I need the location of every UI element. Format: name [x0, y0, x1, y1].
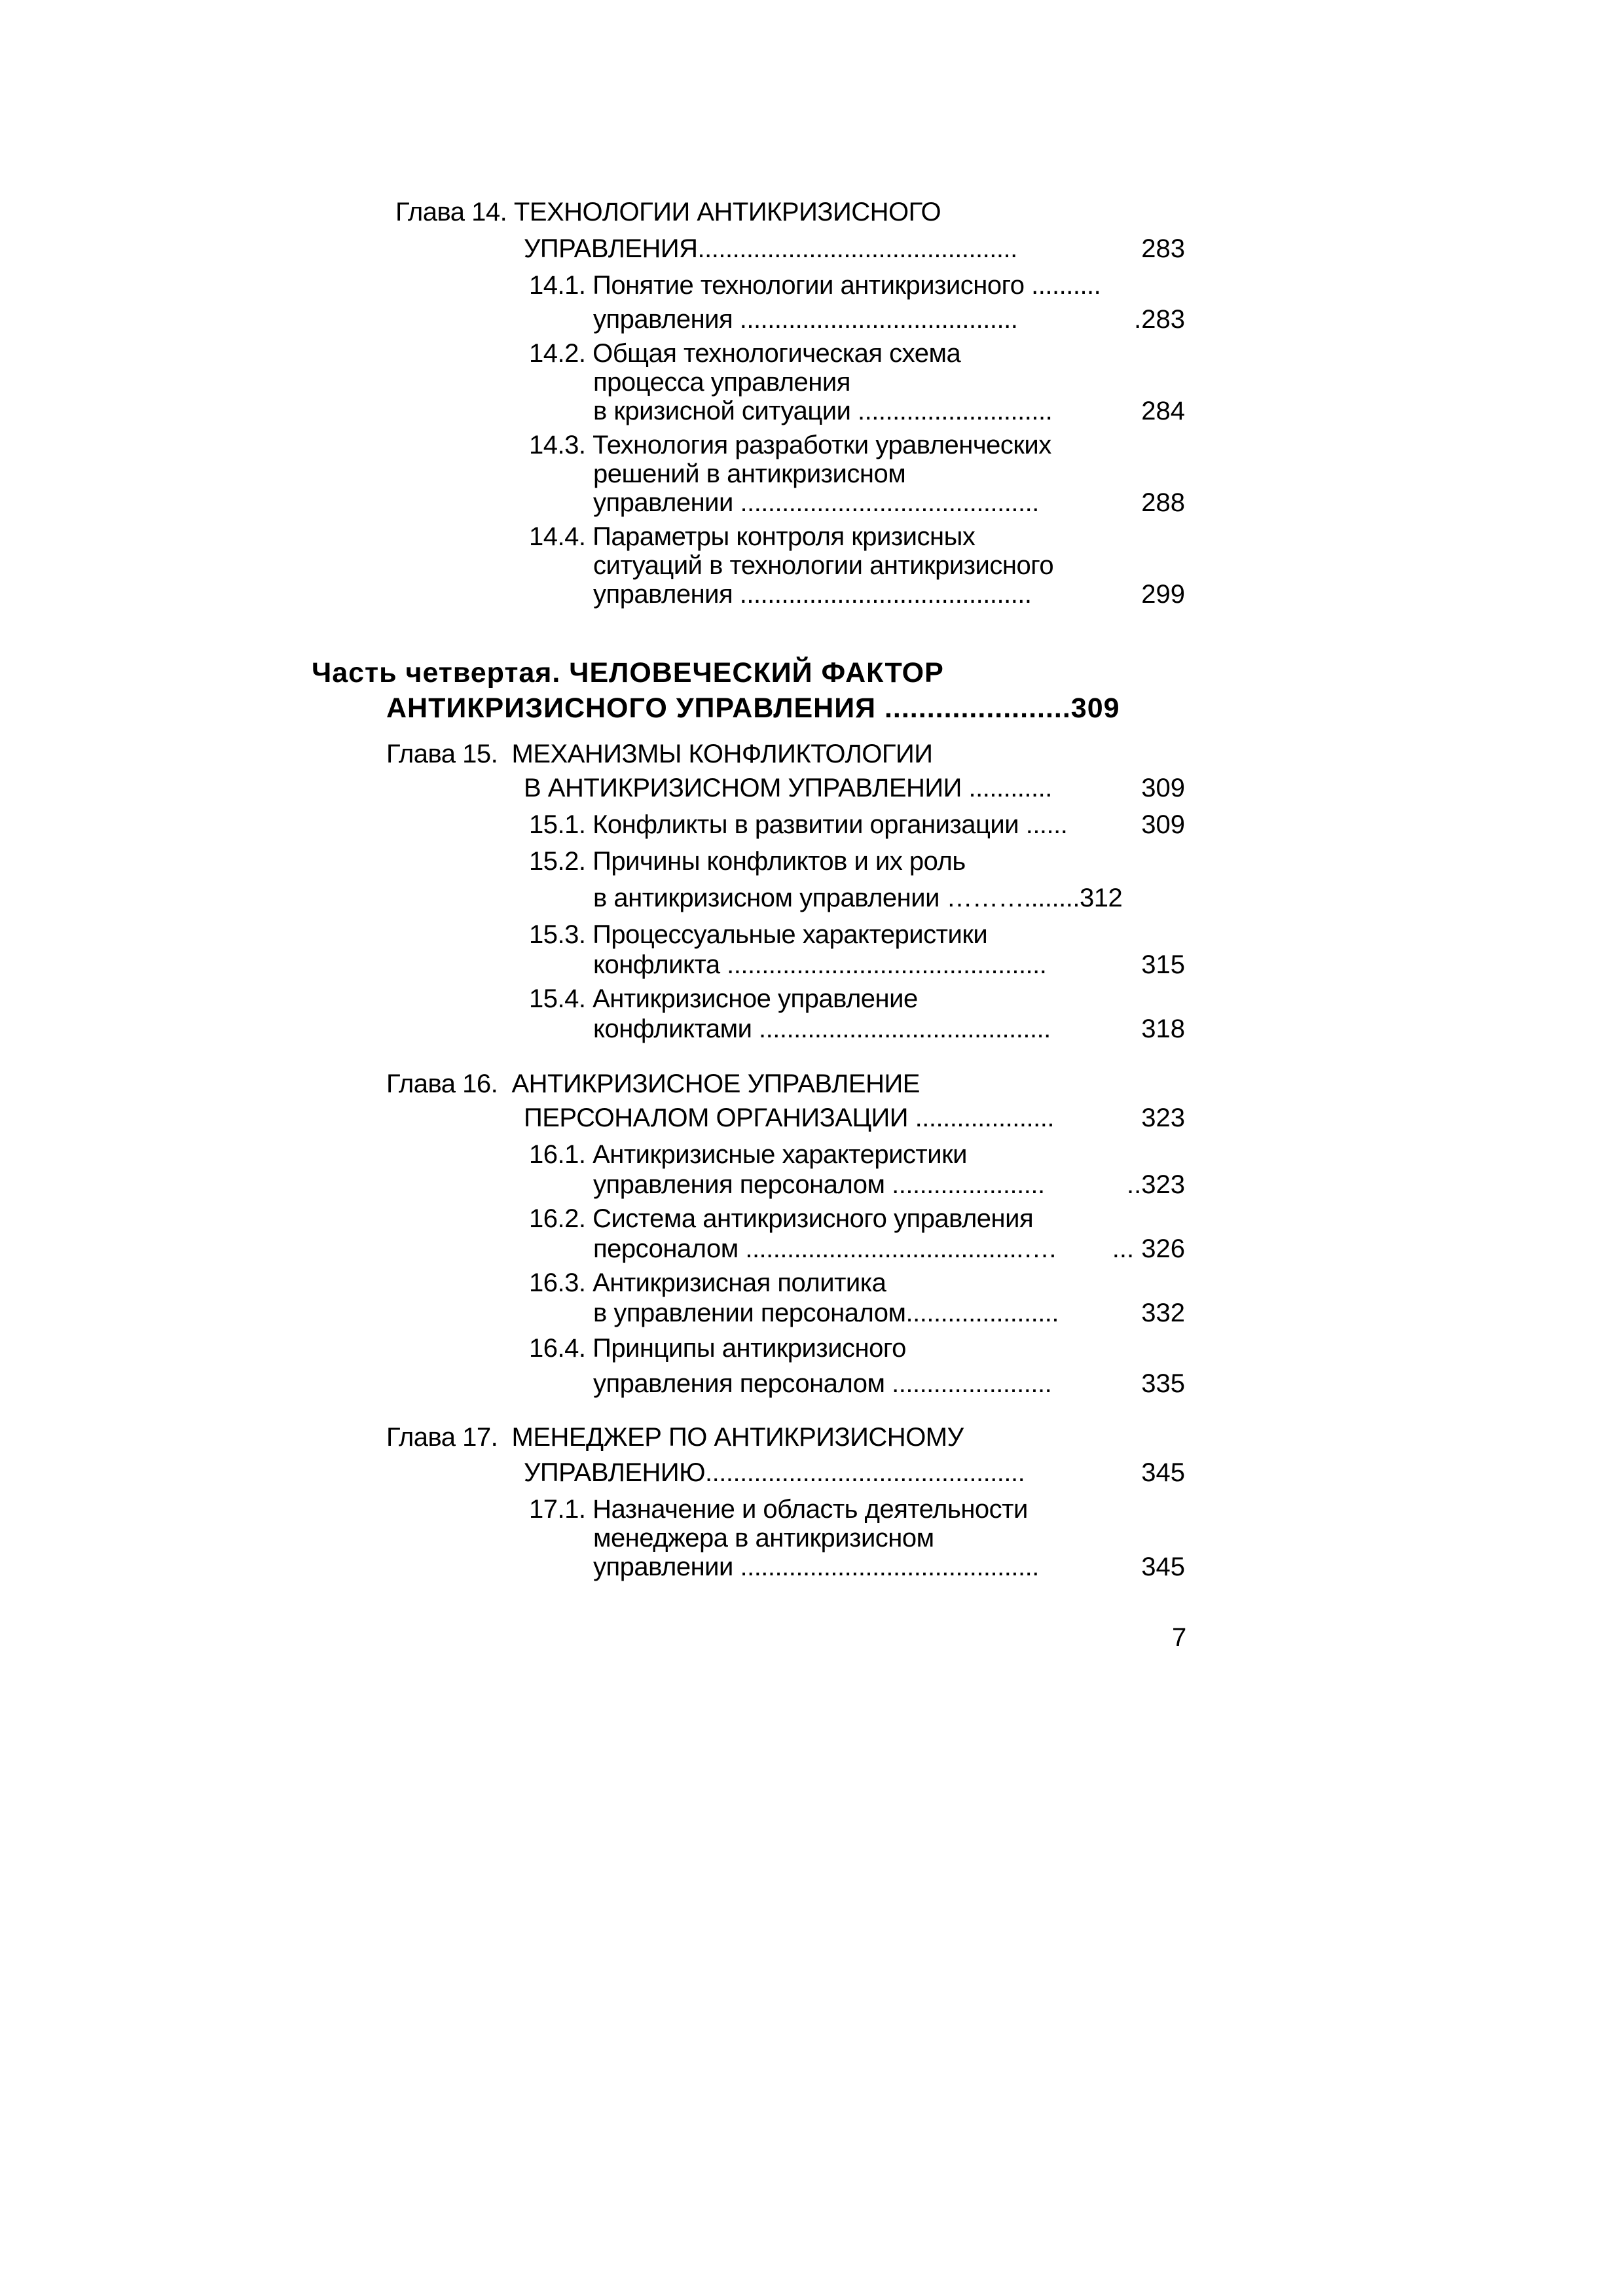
section-14-2-line3: в кризисной ситуации ............................	[593, 397, 1053, 425]
section-16-3-page: 332	[1141, 1299, 1185, 1327]
section-15-1-line1: 15.1. Конфликты в развитии организации ......	[529, 810, 1068, 839]
section-17-1-line2: менеджера в антикризисном	[593, 1524, 934, 1552]
section-14-4-line2: ситуаций в технологии антикризисного	[593, 551, 1054, 580]
chapter-17-page: 345	[1141, 1458, 1185, 1487]
section-17-1-line1: 17.1. Назначение и область деятельности	[529, 1495, 1028, 1524]
section-14-3-line2: решений в антикризисном	[593, 459, 906, 488]
section-16-1-line2: управления персоналом ......................	[593, 1170, 1045, 1199]
section-15-3-line1: 15.3. Процессуальные характеристики	[529, 920, 988, 949]
section-17-1-page: 345	[1141, 1552, 1185, 1581]
chapter-14-title-line2: УПРАВЛЕНИЯ..............................................	[524, 234, 1017, 263]
chapter-17-title-line2: УПРАВЛЕНИЮ..............................................	[524, 1458, 1025, 1487]
page-number: 7	[1172, 1623, 1187, 1652]
section-16-3-line1: 16.3. Антикризисная политика	[529, 1268, 886, 1297]
section-16-2-line1: 16.2. Система антикризисного управления	[529, 1204, 1034, 1233]
section-14-3-line1: 14.3. Технология разработки уравленческих	[529, 431, 1051, 459]
section-16-3-line2: в управлении персоналом......................	[593, 1299, 1059, 1327]
section-16-1-page: ..323	[1127, 1170, 1185, 1199]
section-14-2-line2: процесса управления	[593, 368, 850, 397]
section-15-4-page: 318	[1141, 1014, 1185, 1043]
section-15-3-line2: конфликта ..............................................	[593, 950, 1047, 979]
section-16-4-line1: 16.4. Принципы антикризисного	[529, 1334, 906, 1363]
section-14-4-page: 299	[1141, 580, 1185, 609]
section-15-4-line2: конфликтами ..........................................	[593, 1014, 1051, 1043]
section-14-2-page: 284	[1141, 397, 1185, 425]
chapter-16-title-line2: ПЕРСОНАЛОМ ОРГАНИЗАЦИИ ....................	[524, 1103, 1054, 1132]
section-14-3-line3: управлении ...........................................	[593, 488, 1039, 517]
section-16-2-line2: персоналом ........................................….	[593, 1234, 1056, 1263]
section-14-1-line1: 14.1. Понятие технологии антикризисного ..........	[529, 271, 1101, 300]
chapter-14-page: 283	[1141, 234, 1185, 263]
chapter-14-title-line1: Глава 14. ТЕХНОЛОГИИ АНТИКРИЗИСНОГО	[395, 198, 941, 226]
section-14-1-line2: управления ........................................	[593, 305, 1018, 334]
section-14-4-line1: 14.4. Параметры контроля кризисных	[529, 522, 976, 551]
section-17-1-line3: управлении ...........................................	[593, 1552, 1039, 1581]
section-15-2-line1: 15.2. Причины конфликтов и их роль	[529, 847, 966, 876]
section-14-3-page: 288	[1141, 488, 1185, 517]
chapter-17-title-line1: Глава 17. МЕНЕДЖЕР ПО АНТИКРИЗИСНОМУ	[386, 1423, 964, 1452]
part-4-title-line1: Часть четвертая. ЧЕЛОВЕЧЕСКИЙ ФАКТОР	[312, 657, 944, 689]
section-16-4-page: 335	[1141, 1369, 1185, 1398]
chapter-16-page: 323	[1141, 1103, 1185, 1132]
section-14-1-page: .283	[1134, 305, 1185, 334]
section-15-4-line1: 15.4. Антикризисное управление	[529, 984, 918, 1013]
chapter-15-page: 309	[1141, 774, 1185, 802]
section-15-3-page: 315	[1141, 950, 1185, 979]
part-4-title-line2: АНТИКРИЗИСНОГО УПРАВЛЕНИЯ ......................309	[386, 692, 1120, 724]
section-14-4-line3: управления ..........................................	[593, 580, 1032, 609]
section-14-2-line1: 14.2. Общая технологическая схема	[529, 339, 961, 368]
chapter-16-title-line1: Глава 16. АНТИКРИЗИСНОЕ УПРАВЛЕНИЕ	[386, 1069, 920, 1098]
section-15-1-page: 309	[1141, 810, 1185, 839]
section-16-1-line1: 16.1. Антикризисные характеристики	[529, 1140, 967, 1169]
chapter-15-title-line2: В АНТИКРИЗИСНОМ УПРАВЛЕНИИ ............	[524, 774, 1052, 802]
section-16-4-line2: управления персоналом .......................	[593, 1369, 1052, 1398]
section-15-2-line2: в антикризисном управлении ………........312	[593, 884, 1123, 912]
chapter-15-title-line1: Глава 15. МЕХАНИЗМЫ КОНФЛИКТОЛОГИИ	[386, 740, 933, 768]
section-16-2-page: ... 326	[1112, 1234, 1185, 1263]
